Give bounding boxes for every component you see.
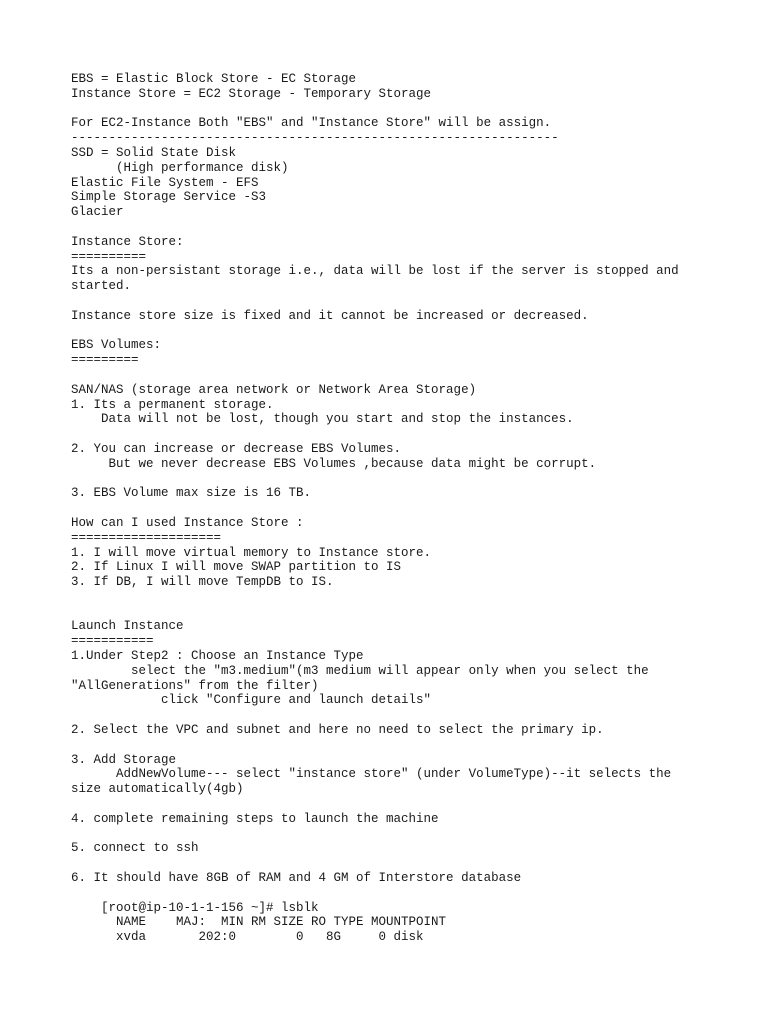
text-line: Instance store size is fixed and it cannot be increased or decreased. — [71, 308, 589, 323]
text-line: [root@ip-10-1-1-156 ~]# lsblk — [71, 900, 319, 915]
text-line: SSD = Solid State Disk — [71, 145, 237, 160]
text-line: Instance Store: — [71, 234, 184, 249]
text-line: Data will not be lost, though you start and stop the instances. — [71, 412, 574, 427]
text-line: For EC2-Instance Both "EBS" and "Instance Store" will be assign. — [71, 116, 552, 131]
text-line: Launch Instance — [71, 619, 184, 634]
text-line: 1. Its a permanent storage. — [71, 397, 274, 412]
text-line: 3. If DB, I will move TempDB to IS. — [71, 575, 334, 590]
text-line: 5. connect to ssh — [71, 841, 199, 856]
text-line: EBS Volumes: — [71, 338, 162, 353]
text-line: SAN/NAS (storage area network or Network Area Storage) — [71, 382, 477, 397]
text-line: 2. You can increase or decrease EBS Volumes. — [71, 441, 402, 456]
text-line: 2. If Linux I will move SWAP partition to IS — [71, 560, 402, 575]
text-line: 1.Under Step2 : Choose an Instance Type — [71, 649, 364, 664]
text-line: ==================== — [71, 530, 222, 545]
document-text — [71, 72, 711, 945]
text-line: ----------------------------------------------------------------- — [71, 131, 559, 146]
text-line: NAME MAJ: MIN RM SIZE RO TYPE MOUNTPOINT — [71, 915, 447, 930]
text-line: started. — [71, 279, 132, 294]
text-line: =========== — [71, 634, 154, 649]
document-page — [71, 72, 711, 945]
text-line: xvda 202:0 0 8G 0 disk — [71, 930, 424, 945]
text-line: Elastic File System - EFS — [71, 175, 259, 190]
text-line: Its a non-persistant storage i.e., data will be lost if the server is stopped and — [71, 264, 679, 279]
text-line: How can I used Instance Store : — [71, 515, 304, 530]
text-line: 1. I will move virtual memory to Instance store. — [71, 545, 432, 560]
text-line: ========== — [71, 249, 147, 264]
text-line: (High performance disk) — [71, 160, 289, 175]
text-line: 3. Add Storage — [71, 752, 177, 767]
text-line: 2. Select the VPC and subnet and here no need to select the primary ip. — [71, 723, 604, 738]
text-line: size automatically(4gb) — [71, 782, 244, 797]
text-line: Simple Storage Service -S3 — [71, 190, 267, 205]
text-line: "AllGenerations" from the filter) — [71, 678, 319, 693]
text-line: Glacier — [71, 205, 124, 220]
text-line: AddNewVolume--- select "instance store" (under VolumeType)--it selects the — [71, 767, 672, 782]
text-line: 6. It should have 8GB of RAM and 4 GM of Interstore database — [71, 871, 522, 886]
text-line: ========= — [71, 353, 139, 368]
text-line: EBS = Elastic Block Store - EC Storage — [71, 72, 357, 86]
text-line: 3. EBS Volume max size is 16 TB. — [71, 486, 312, 501]
text-line: 4. complete remaining steps to launch the machine — [71, 811, 439, 826]
text-line: click "Configure and launch details" — [71, 693, 432, 708]
text-line: select the "m3.medium"(m3 medium will appear only when you select the — [71, 663, 649, 678]
text-line: Instance Store = EC2 Storage - Temporary Storage — [71, 86, 432, 101]
text-line: But we never decrease EBS Volumes ,because data might be corrupt. — [71, 456, 597, 471]
